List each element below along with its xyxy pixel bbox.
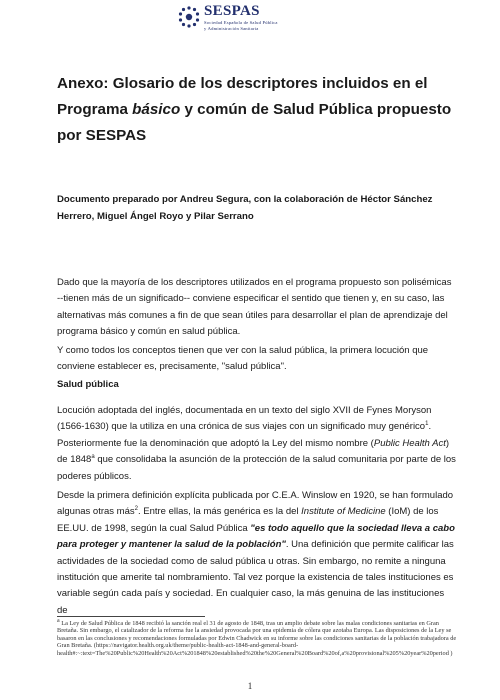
paragraph-concepts: Y como todos los conceptos tienen que ver con la salud pública, la primera locución que conviene establecer es, precisamente, "salud pública". [57,345,429,373]
footnote-ref-2[interactable]: 2 [134,506,138,513]
paragraph-definitions [57,488,457,619]
sespas-logo [176,3,336,37]
p4-bold-italic-quote: "es todo aquello que la sociedad lleva a cabo para proteger y mantener la salud de la población" [57,522,455,551]
paragraph-intro: Dado que la mayoría de los descriptores utilizados en el programa propuesto son polisémicas --tienen más de un significado-- conviene especificar el sentido que tienen y, en su caso, las alternativas más comunes a fin de que sean útiles para desarrollar el plan de aprendizaje del programa básico y común en salud pública. [57,277,452,338]
page-number: 1 [247,681,253,691]
p3-text-3: ) de 1848 [57,437,450,466]
emblem-icon [176,4,202,30]
logo-tagline-line2: y Administración Sanitaria [204,25,259,31]
p4-text-1: Desde la primera definición explícita publicada por C.E.A. Winslow en 1920, se han formulado algunas otras más [57,490,454,518]
title-part1: Anexo: Glosario de los descriptores incluidos en el Programa [57,75,428,118]
logo-tagline [204,20,278,31]
footnote [57,617,457,657]
footnote-ref-1[interactable]: 1 [425,421,429,428]
p3-text-4: que consolidaba la asunción de la protección de la salud comunitaria por parte de los poderes públicos. [57,454,456,482]
section-heading: Salud pública [57,379,119,390]
footnote-ref-a[interactable]: a [91,454,95,461]
p4-italic: Institute of Medicine [301,506,386,518]
prepared-by: Documento preparado por Andreu Segura, con la colaboración de Héctor Sánchez Herrero, Miguel Ángel Royo y Pilar Serrano [57,194,433,222]
p4-text-2: . Entre ellas, la más genérica es la del [137,506,302,518]
footnote-text: La Ley de Salud Pública de 1848 recibió la sanción real el 31 de agosto de 1848, tras un amplio debate sobre las malas condiciones sanitarias en Gran Bretaña. Sin embargo, el catalizador de la reforma fue la ansiedad provocada por una epidemia de cólera que azotaba Europa. Las disposiciones de la Ley se basaron en las conclusiones y recomendaciones formuladas por Edwin Chadwick en su informe sobre las condiciones sanitarias de la población trabajadora de Gran Bretaña. (https://navigator.health.org.uk/theme/public-health-act-1848-and-general-board-health#:~:text=The%20Public%20Health%20Act%201848%20established%20the%20General%20Board%20of,a%20provisional%205%20year%20period ) [57,620,457,657]
p3-text-1: Locución adoptada del inglés, documentada en un texto del siglo XVII de Fynes Moryson (1566-1630) que la utiliza en una crónica de sus viajes con un significado muy genérico [57,405,432,433]
p3-text-2: . Posteriormente fue la denominación que adoptó la Ley del mismo nombre ( [57,421,432,449]
p4-text-4: . Una definición que permite calificar las actividades de la sociedad como de salud pública u otras. Sin embargo, no remite a ninguna institución que amerite tal nombramiento. Tal vez porque la existencia de tales instituciones es variable según cada país y sociedad. En cualquier caso, la más genuina de las instituciones de [57,539,454,616]
logo-tagline-line1: Sociedad Española de Salud Pública [204,20,278,25]
logo-brand: SESPAS [204,3,260,19]
title-emphasis: básico [132,101,181,118]
footnote-divider [57,616,205,617]
paragraph-origin [57,403,457,485]
footnote-marker: a [57,617,60,624]
title-part2: y común de Salud Pública propuesto por SESPAS [57,101,452,144]
document-title [57,71,457,149]
p3-italic: Public Health Act [373,437,446,449]
p4-text-3: (IoM) de los EE.UU. de 1998, según la cual Salud Pública [57,506,439,534]
